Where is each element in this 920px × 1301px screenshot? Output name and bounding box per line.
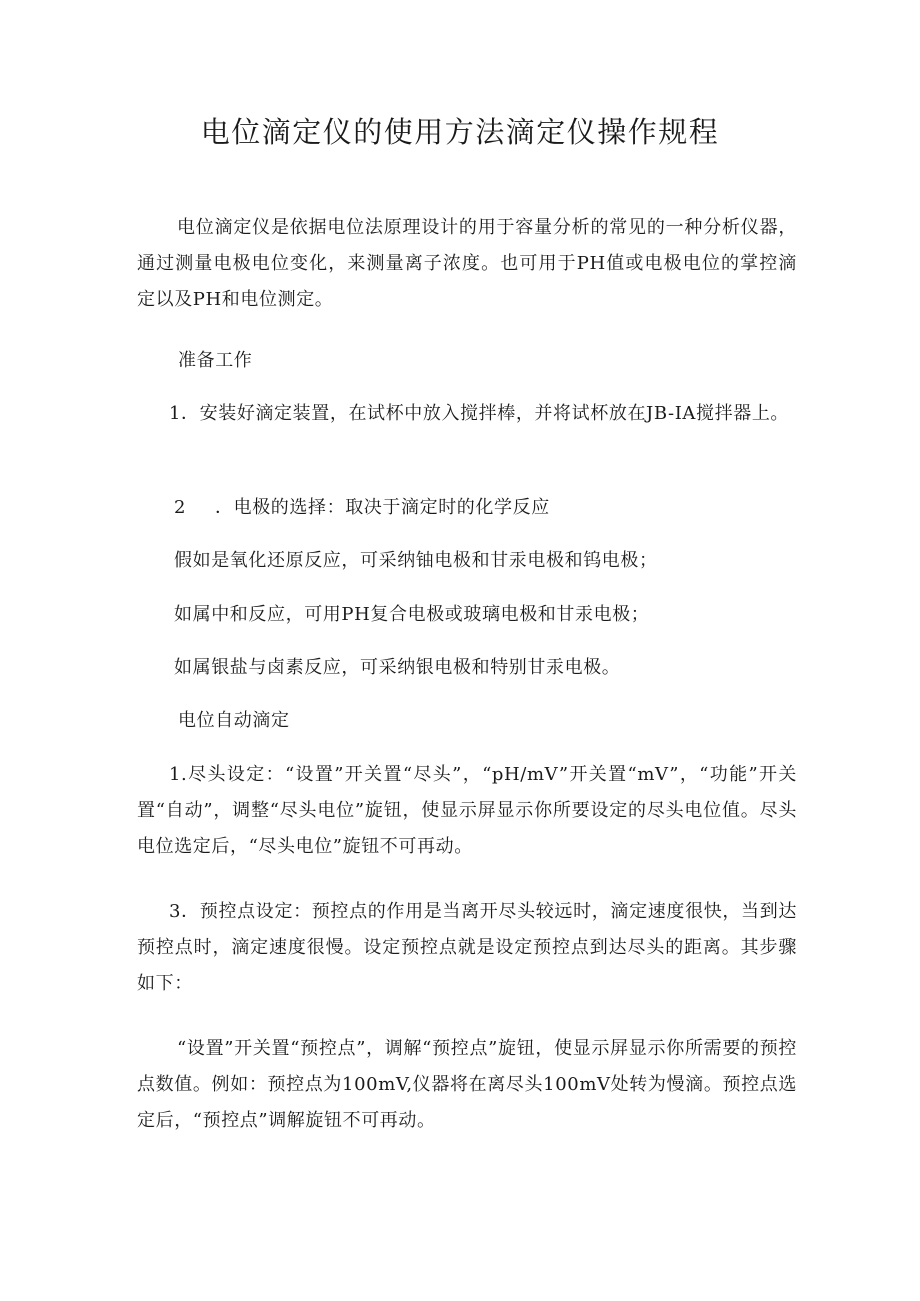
section-heading-auto: 电位自动滴定 [178,710,290,731]
document-title: 电位滴定仪的使用方法滴定仪操作规程 [200,115,720,149]
prep-item-1: 1．安装好滴定装置，在试杯中放入搅拌棒，并将试杯放在JB-IA搅拌器上。 [169,403,790,424]
electrode-silver-line: 如属银盐与卤素反应，可采纳银电极和特别甘汞电极。 [174,657,621,678]
electrode-neutral-line: 如属中和反应，可用PH复合电极或玻璃电极和甘汞电极； [174,604,650,625]
auto-item-1: 1.尽头设定：“设置”开关置“尽头”，“pH/mV”开关置“mV”，“功能”开关置“自动”，调整“尽头电位”旋钮，使显示屏显示你所要设定的尽头电位值。尽头电位选定后，“尽头电位”旋钮不可再动。 [137,764,797,857]
prep-item-2-text: ．电极的选择：取决于滴定时的化学反应 [215,497,550,518]
electrode-redox-line: 假如是氧化还原反应，可采纳铀电极和甘汞电极和钨电极； [174,550,658,571]
intro-paragraph: 电位滴定仪是依据电位法原理设计的用于容量分析的常见的一种分析仪器，通过测量电极电位变化，来测量离子浓度。也可用于PH值或电极电位的掌控滴定以及PH和电位测定。 [137,217,797,310]
section-heading-prep: 准备工作 [178,350,253,371]
prep-item-2-number: 2 [174,497,187,518]
auto-item-3-detail: “设置”开关置“预控点”，调解“预控点”旋钮，使显示屏显示你所需要的预控点数值。例如：预控点为100mV,仪器将在离尽头100mV处转为慢滴。预控点选定后，“预控点”调解旋钮不可再动。 [137,1038,797,1131]
auto-item-3: 3．预控点设定：预控点的作用是当离开尽头较远时，滴定速度很快，当到达预控点时，滴定速度很慢。设定预控点就是设定预控点到达尽头的距离。其步骤如下： [137,901,797,994]
